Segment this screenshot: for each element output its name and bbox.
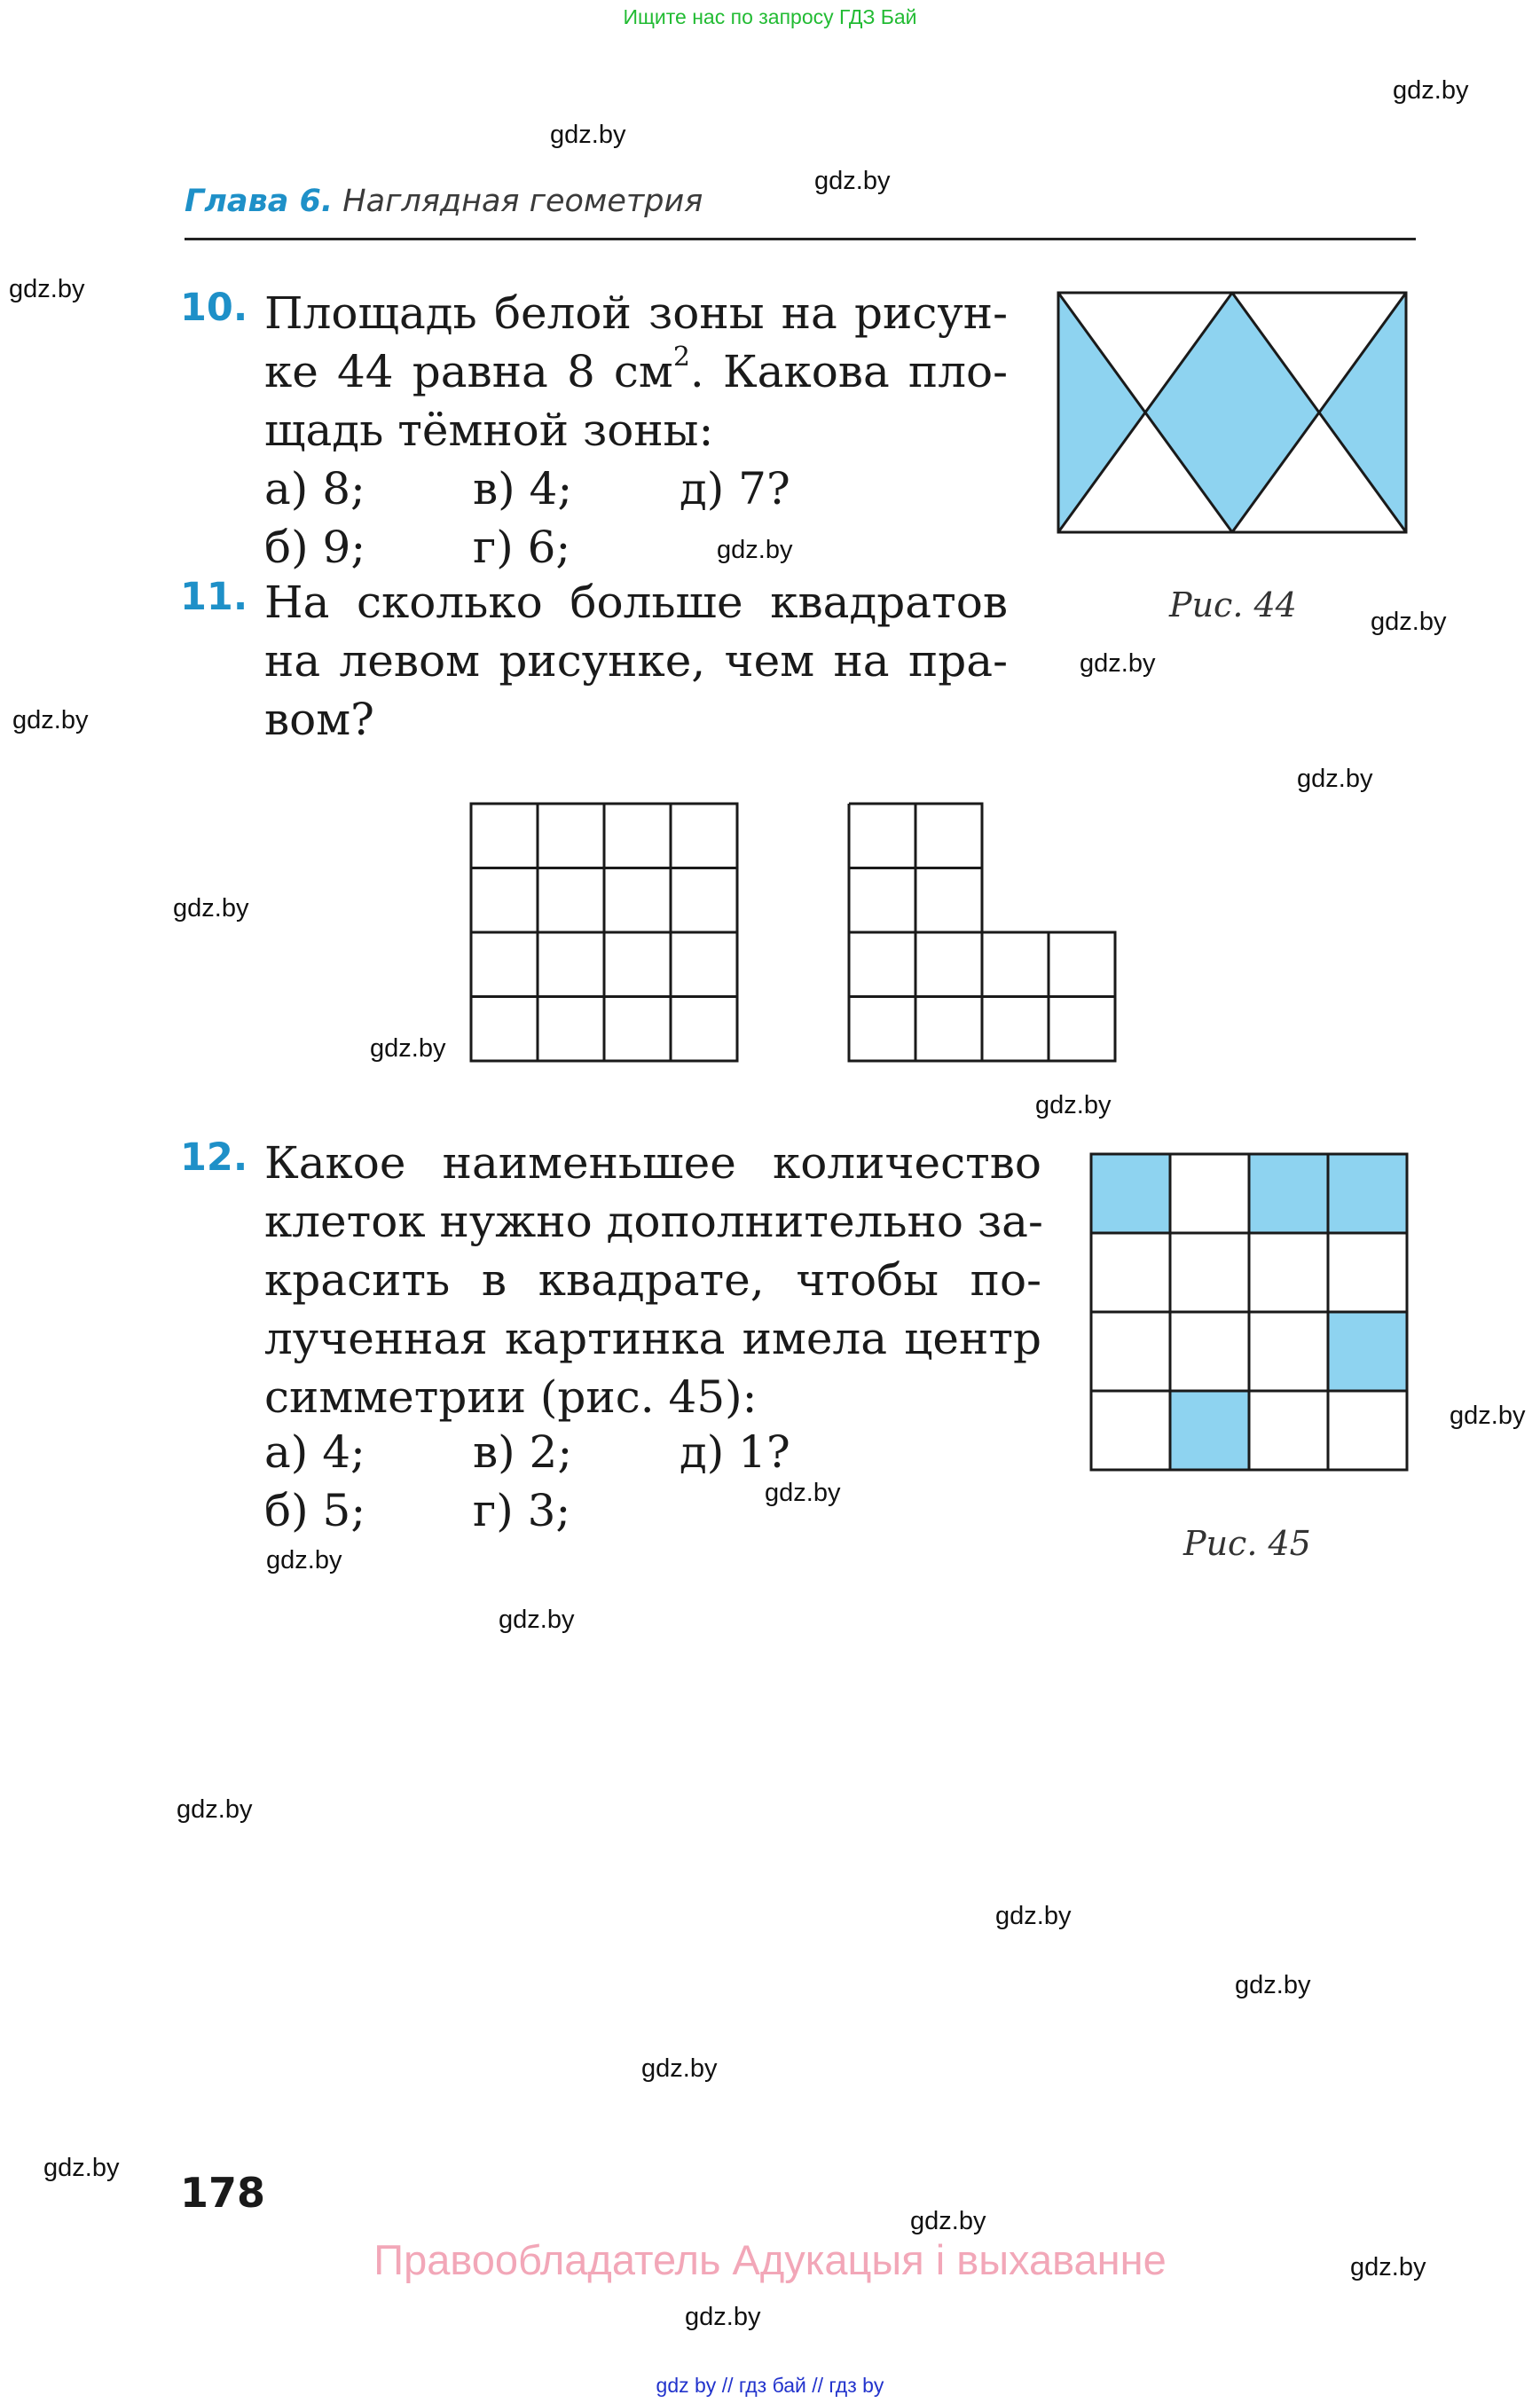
answer-option: г) 6; <box>473 522 571 573</box>
task-12-number: 12. <box>180 1135 248 1180</box>
watermark: gdz.by <box>43 2154 120 2182</box>
task-10-line: Площадь белой зоны на рисун- <box>264 287 1008 339</box>
footer-links[interactable]: gdz by // гдз бай // гдз by <box>656 2374 884 2397</box>
task-11-number: 11. <box>180 575 248 619</box>
watermark: gdz.by <box>266 1546 342 1575</box>
watermark: gdz.by <box>995 1902 1072 1930</box>
task-12-text <box>264 1134 1041 1426</box>
shaded-triangle-right <box>1319 293 1406 532</box>
watermark: gdz.by <box>499 1606 575 1634</box>
watermark: gdz.by <box>765 1479 841 1507</box>
page-number: 178 <box>180 2169 266 2217</box>
answer-option: в) 4; <box>473 463 573 514</box>
watermark: gdz.by <box>717 536 793 564</box>
watermark: gdz.by <box>1450 1402 1526 1430</box>
task-12-line: клеток нужно дополнительно за- <box>264 1196 1043 1247</box>
answer-option: д) 1? <box>680 1426 790 1478</box>
watermark: gdz.by <box>1350 2253 1426 2281</box>
watermark: gdz.by <box>685 2303 761 2331</box>
task-10-text <box>264 284 1008 459</box>
watermark: gdz.by <box>1297 765 1373 793</box>
task-11-line: На сколько больше квадратов <box>264 577 1008 628</box>
answer-option: а) 4; <box>264 1426 365 1478</box>
watermark: gdz.by <box>177 1795 253 1824</box>
figure-45-caption: Рис. 45 <box>1183 1524 1311 1563</box>
task-12-line: Какое наименьшее количество <box>264 1137 1041 1189</box>
top-banner[interactable]: Ищите нас по запросу ГДЗ Бай <box>623 5 917 28</box>
watermark: gdz.by <box>9 275 85 303</box>
watermark: gdz.by <box>173 894 249 923</box>
answer-option: б) 5; <box>264 1485 366 1536</box>
task-10-line: щадь тёмной зоны: <box>264 404 714 456</box>
header-divider <box>185 238 1416 240</box>
superscript: 2 <box>672 342 690 373</box>
watermark: gdz.by <box>910 2207 986 2235</box>
task-11-text <box>264 573 1008 749</box>
shaded-cell <box>1328 1312 1407 1391</box>
right-l-shaped-grid <box>849 804 1115 1061</box>
shaded-cell <box>1249 1154 1328 1233</box>
watermark: gdz.by <box>1393 76 1469 105</box>
shaded-cell <box>1170 1391 1249 1470</box>
task-10-number: 10. <box>180 286 248 330</box>
answer-option: б) 9; <box>264 522 366 573</box>
rights-holder: Правообладатель Адукацыя і выхаванне <box>373 2236 1167 2283</box>
watermark: gdz.by <box>1235 1971 1311 1999</box>
watermark: gdz.by <box>370 1034 446 1063</box>
shaded-cell <box>1091 1154 1170 1233</box>
task-12-line: красить в квадрате, чтобы по- <box>264 1254 1041 1306</box>
watermark: gdz.by <box>550 121 626 149</box>
answer-option: а) 8; <box>264 463 365 514</box>
figure-45 <box>1091 1154 1407 1470</box>
watermark: gdz.by <box>1035 1091 1112 1119</box>
answer-option: г) 3; <box>473 1485 571 1536</box>
shaded-rhombus-center <box>1145 293 1319 532</box>
watermark: gdz.by <box>12 706 89 734</box>
task-10-line: ке 44 равна 8 $см^2$. Какова пло- <box>264 342 1008 397</box>
left-square-grid <box>471 804 737 1061</box>
chapter-header <box>185 184 703 219</box>
chapter-title: Наглядная геометрия <box>342 184 703 219</box>
task-11-line: вом? <box>264 694 374 745</box>
figure-44-caption: Рис. 44 <box>1169 585 1297 624</box>
task-11-line: на левом рисунке, чем на пра- <box>264 635 1008 687</box>
watermark: gdz.by <box>1080 649 1156 678</box>
watermark: gdz.by <box>1371 608 1447 636</box>
shaded-cell <box>1328 1154 1407 1233</box>
watermark: gdz.by <box>641 2054 718 2083</box>
figure-44 <box>1058 293 1406 532</box>
watermark: gdz.by <box>814 167 891 195</box>
chapter-number: Глава 6. <box>185 184 334 219</box>
task-12-line: симметрии (рис. 45): <box>264 1371 758 1423</box>
task-12-line: лученная картинка имела центр <box>264 1313 1041 1364</box>
answer-option: в) 2; <box>473 1426 573 1478</box>
answer-option: д) 7? <box>680 463 790 514</box>
shaded-triangle-left <box>1058 293 1145 532</box>
